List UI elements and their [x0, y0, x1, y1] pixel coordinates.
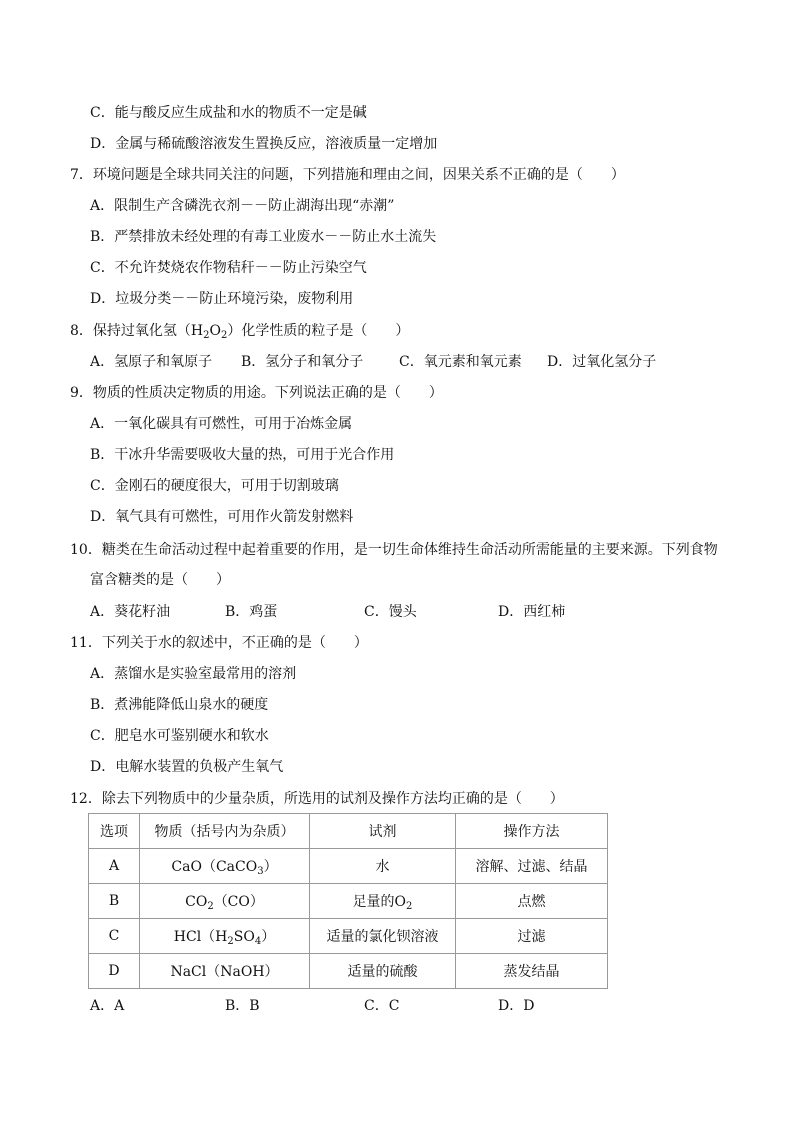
table-header-cell: 操作方法 — [456, 814, 608, 849]
table-row — [89, 884, 608, 919]
q8-option-a: A．氢原子和氧原子 — [90, 354, 213, 370]
method-cell: 点燃 — [456, 884, 608, 919]
table-header-row — [89, 814, 608, 849]
option-cell: D — [89, 954, 140, 989]
q6-option-d: D．金属与稀硫酸溶液发生置换反应，溶液质量一定增加 — [90, 136, 438, 152]
q12-stem: 12．除去下列物质中的少量杂质，所选用的试剂及操作方法均正确的是（ ） — [70, 791, 564, 807]
q7-option-a: A．限制生产含磷洗衣剂－－防止湖海出现“赤潮” — [90, 198, 395, 214]
q12-option-d: D．D — [498, 998, 535, 1014]
q8-option-c: C．氧元素和氧元素 — [399, 354, 522, 370]
table-header-cell: 选项 — [89, 814, 140, 849]
method-cell: 溶解、过滤、结晶 — [456, 849, 608, 884]
method-cell: 过滤 — [456, 919, 608, 954]
reagent-cell: 足量的$O_2$ — [310, 884, 456, 919]
q10-option-c: C．馒头 — [364, 604, 417, 620]
reagent-cell: 适量的氯化钡溶液 — [310, 919, 456, 954]
q11-stem: 11．下列关于水的叙述中，不正确的是（ ） — [70, 635, 368, 651]
q11-option-d: D．电解水装置的负极产生氧气 — [90, 759, 284, 775]
q10-option-d: D．西红柿 — [498, 604, 566, 620]
method-cell: 蒸发结晶 — [456, 954, 608, 989]
q12-option-a: A．A — [90, 998, 125, 1014]
option-cell: B — [89, 884, 140, 919]
q7-stem: 7．环境问题是全球共同关注的问题，下列措施和理由之间，因果关系不正确的是（ ） — [70, 167, 625, 183]
q12-option-c: C．C — [364, 998, 400, 1014]
q8-stem: 8．保持过氧化氢$(H_2O_2)$化学性质的粒子是（ ） — [70, 323, 410, 341]
table-row — [89, 849, 608, 884]
q8-option-b: B．氢分子和氧分子 — [241, 354, 364, 370]
q9-stem: 9．物质的性质决定物质的用途。下列说法正确的是（ ） — [70, 385, 443, 401]
q9-option-d: D．氧气具有可燃性，可用作火箭发射燃料 — [90, 509, 354, 525]
q8-option-d: D．过氧化氢分子 — [547, 354, 657, 370]
reagent-cell: 水 — [310, 849, 456, 884]
substance-cell: $HCl(H_2SO_4)$ — [140, 919, 310, 954]
q12-option-b: B．B — [225, 998, 260, 1014]
q9-option-b: B．干冰升华需要吸收大量的热，可用于光合作用 — [90, 447, 395, 463]
q10-option-a: A．葵花籽油 — [90, 604, 171, 620]
q10-stem-line2: 富含糖类的是（ ） — [90, 572, 230, 588]
q10-stem-line1: 10．糖类在生命活动过程中起着重要的作用，是一切生命体维持生命活动所需能量的主要来源。下列食物 — [70, 542, 718, 558]
q10-option-b: B．鸡蛋 — [225, 604, 278, 620]
q11-option-a: A．蒸馏水是实验室最常用的溶剂 — [90, 666, 297, 682]
q12-table — [88, 813, 608, 989]
q9-option-c: C．金刚石的硬度很大，可用于切割玻璃 — [90, 478, 339, 494]
q9-option-a: A．一氧化碳具有可燃性，可用于冶炼金属 — [90, 416, 353, 432]
substance-cell: $CO_2(CO)$ — [140, 884, 310, 919]
q7-option-b: B．严禁排放未经处理的有毒工业废水－－防止水土流失 — [90, 229, 437, 245]
option-cell: A — [89, 849, 140, 884]
table-header-cell: 物质（括号内为杂质） — [140, 814, 310, 849]
option-cell: C — [89, 919, 140, 954]
q7-option-c: C．不允许焚烧农作物秸秆－－防止污染空气 — [90, 260, 367, 276]
substance-cell: CaO（CaCO$_3$） — [140, 849, 310, 884]
q11-option-c: C．肥皂水可鉴别硬水和软水 — [90, 728, 269, 744]
substance-cell: NaCl（NaOH） — [140, 954, 310, 989]
reagent-cell: 适量的硫酸 — [310, 954, 456, 989]
table-row — [89, 919, 608, 954]
table-header-cell: 试剂 — [310, 814, 456, 849]
q7-option-d: D．垃圾分类－－防止环境污染，废物利用 — [90, 291, 354, 307]
q6-option-c: C．能与酸反应生成盐和水的物质不一定是碱 — [90, 105, 367, 121]
q11-option-b: B．煮沸能降低山泉水的硬度 — [90, 697, 269, 713]
table-row — [89, 954, 608, 989]
